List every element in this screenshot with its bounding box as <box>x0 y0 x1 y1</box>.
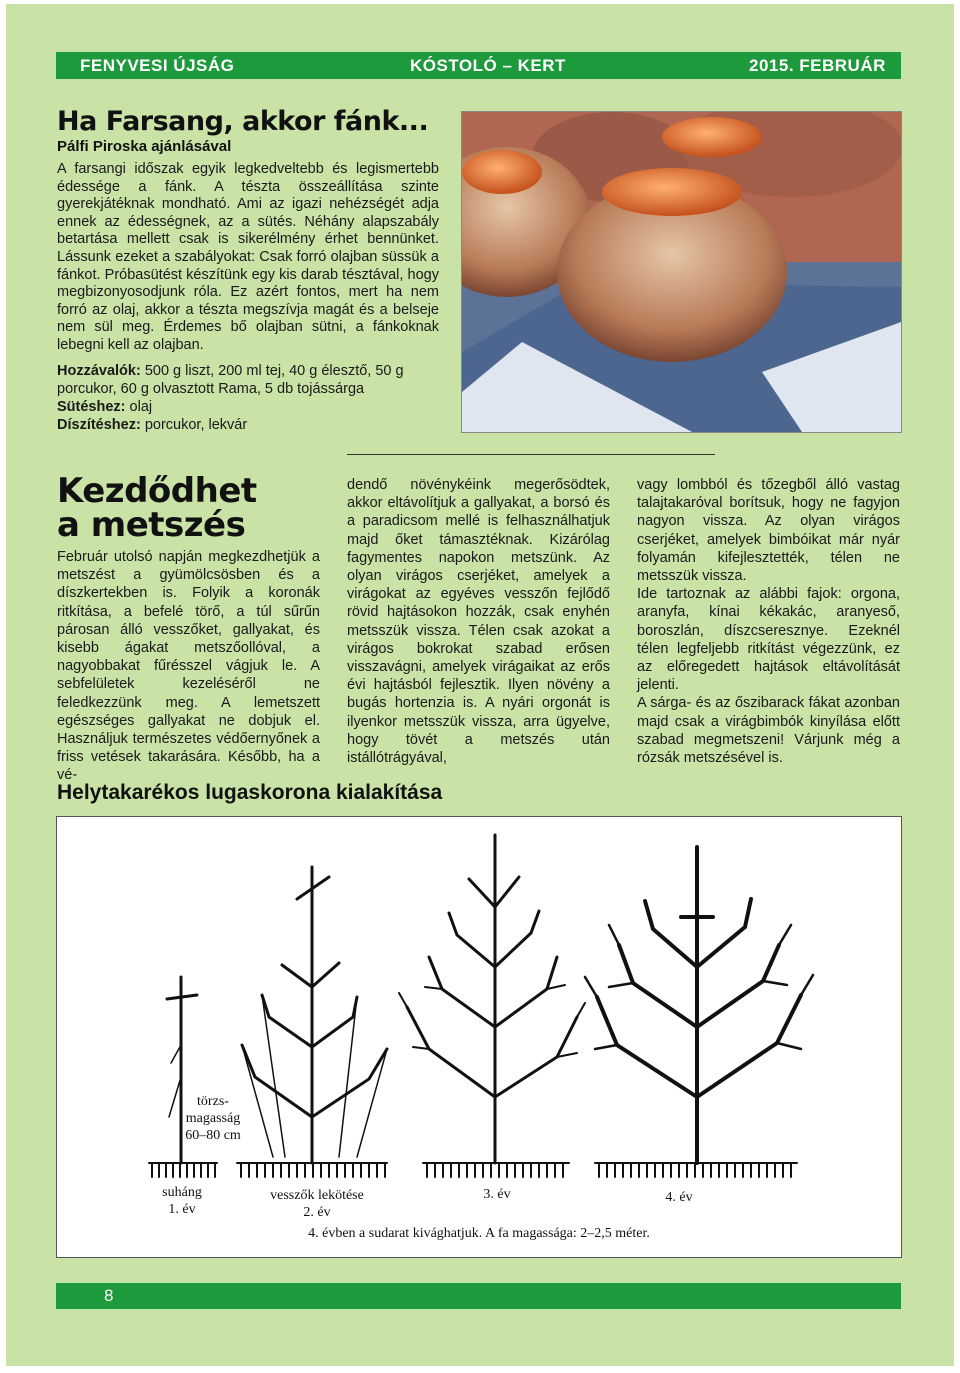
ingredients-line <box>57 362 439 398</box>
stage2-year: 2. év <box>303 1205 331 1220</box>
article2-col1-text: Február utolsó napján megkezdhetjük a metszést a gyümölcsösben és a díszkertekben is. Folyik a koronák ritkítása, a befelé törő, a túl sűrűn párosan álló vesszőket, gallyakat, és kisebb ágakat metszőollóval, a nagyobbakat fűrésszel vágjuk le. A sebfelületek kezeléséről ne feledkezzünk meg. A lemetszett egészséges gallyakat ne dobjuk el. Használjuk természetes védőernyőnek a friss vetések takarására. Később, ha a vé- <box>57 549 320 784</box>
trunk-label-line1: törzs- <box>197 1094 229 1109</box>
trunk-label-line2: magasság <box>185 1111 241 1126</box>
ground-4 <box>595 1163 797 1177</box>
section-divider <box>347 454 715 455</box>
ingredients-label: Hozzávalók: <box>57 363 141 379</box>
stage4-label: 4. év <box>665 1190 693 1205</box>
stage3-label: 3. év <box>483 1187 511 1202</box>
footer-bar <box>56 1283 901 1309</box>
frying-text: olaj <box>125 399 153 415</box>
ground-2 <box>237 1163 387 1177</box>
article2-col3-para1: vagy lombból és tőzegből álló vastag talajtakaróval borítsuk, hogy ne fagyjon nagyon vissza. Az olyan virágos cserjéket, amelyek bimbóikat már nyár folyamán kifejlesztették, télen ne metsszük vissza. <box>637 477 900 585</box>
article1-title: Ha Farsang, akkor fánk... <box>57 106 429 137</box>
article1-paragraph: A farsangi időszak egyik legkedveltebb és legismertebb édessége a fánk. A tészta összeállítása szinte gyerekjátéknak mondható. Ami az igazi nehézségét adja ennek az édességnek, az a sütés. Néhány alapszabály betartása mellett csak is sikerélmény érhet bennünket. Lássunk ezeket a szabályokat: Csak forró olajban süssük a fánkot. Próbasütést készítünk egy kis darab tésztával, hogy megbizonyosodjunk róla. Ez azért fontos, mert ha nem forró az olaj, akkor a tészta megszívja magát és a belseje nem sül meg. Érdemes bő olajban sütni, a fánkoknak lebegni kell az olajban. <box>57 161 439 353</box>
ground-3 <box>423 1163 569 1177</box>
stage2-name: vesszők lekötése <box>270 1188 364 1203</box>
trunk-height-label <box>183 1093 243 1144</box>
frying-line <box>57 398 439 416</box>
tree-year-4 <box>585 847 813 1163</box>
tree-year-2 <box>242 867 387 1163</box>
decor-line <box>57 416 439 434</box>
ingredients-text: 500 g liszt, 200 ml tej, 40 g élesztő, 50 g porcukor, 60 g olvasztott Rama, 5 db tojássárga <box>57 363 404 397</box>
figure-caption: 4. évben a sudarat kivághatjuk. A fa magassága: 2–2,5 méter. <box>308 1226 650 1241</box>
article2-col3-para3: A sárga- és az őszibarack fákat azonban majd csak a virágbimbók kinyílása előtt szabad megmetszeni! Várjunk még a rózsák metszésével is. <box>637 695 900 767</box>
tree-year-3 <box>399 835 585 1163</box>
recipe-ingredients <box>57 362 439 434</box>
article2-title-line1: Kezdődhet <box>57 471 257 511</box>
pruning-diagram <box>56 816 902 1258</box>
stage1-label <box>149 1184 215 1218</box>
donuts-illustration <box>462 112 901 432</box>
decor-text: porcukor, lekvár <box>140 417 248 433</box>
article1-byline: Pálfi Piroska ajánlásával <box>57 138 232 155</box>
donuts-photo <box>461 111 902 433</box>
article2-column-1 <box>57 548 320 785</box>
frying-label: Sütéshez: <box>57 399 126 415</box>
trunk-label-line3: 60–80 cm <box>185 1128 241 1143</box>
article2-title <box>57 471 257 545</box>
article2-col2-text: dendő növénykéink megerősödtek, akkor eltávolítjuk a gallyakat, a borsó és a paradicsom mellé is felhasználhatjuk majd őket támasztéknak. Kizárólag fagymentes napokon metszünk. Az olyan virágos cserjéket, amelyek a virágokat az egyéves vesszőn fejlődő rövid hajtásokon hozzák, csak enyhén metsszük vissza. Télen csak azokat a virágos bokrokat szabad erősen visszavágni, amelyek virágaikat az erős évi hajtásból fejlesztik. Ilyen növény a bugás hortenzia is. A nyári orgonát is ilyenkor metsszük vissza, arra ügyelve, hogy tövét a metszés után istállótrágyával, <box>347 477 610 767</box>
article2-column-2 <box>347 476 610 767</box>
header-date: 2015. FEBRUÁR <box>749 56 886 75</box>
header-section: KÓSTOLÓ – KERT <box>410 56 566 75</box>
article2-column-3 <box>637 476 900 767</box>
article2-title-line2: a metszés <box>57 505 246 545</box>
stage2-label <box>257 1187 377 1221</box>
decor-label: Díszítéshez: <box>57 417 141 433</box>
header-bar <box>56 52 901 79</box>
figure-title: Helytakarékos lugaskorona kialakítása <box>57 781 443 804</box>
ground-1 <box>149 1163 217 1177</box>
stage1-name: suháng <box>162 1185 202 1200</box>
header-publication: FENYVESI ÚJSÁG <box>80 56 235 75</box>
article1-body <box>57 161 439 355</box>
page-number: 8 <box>104 1286 114 1305</box>
stage1-year: 1. év <box>168 1202 196 1217</box>
article2-col3-para2: Ide tartoznak az alábbi fajok: orgona, aranyfa, kínai kékakác, aranyeső, boroszlán, díszcseresznye. Ezeknél télen legfeljebb ritkítást végezzünk, ez az előregedett hajtások eltávolítását jelenti. <box>637 586 900 694</box>
